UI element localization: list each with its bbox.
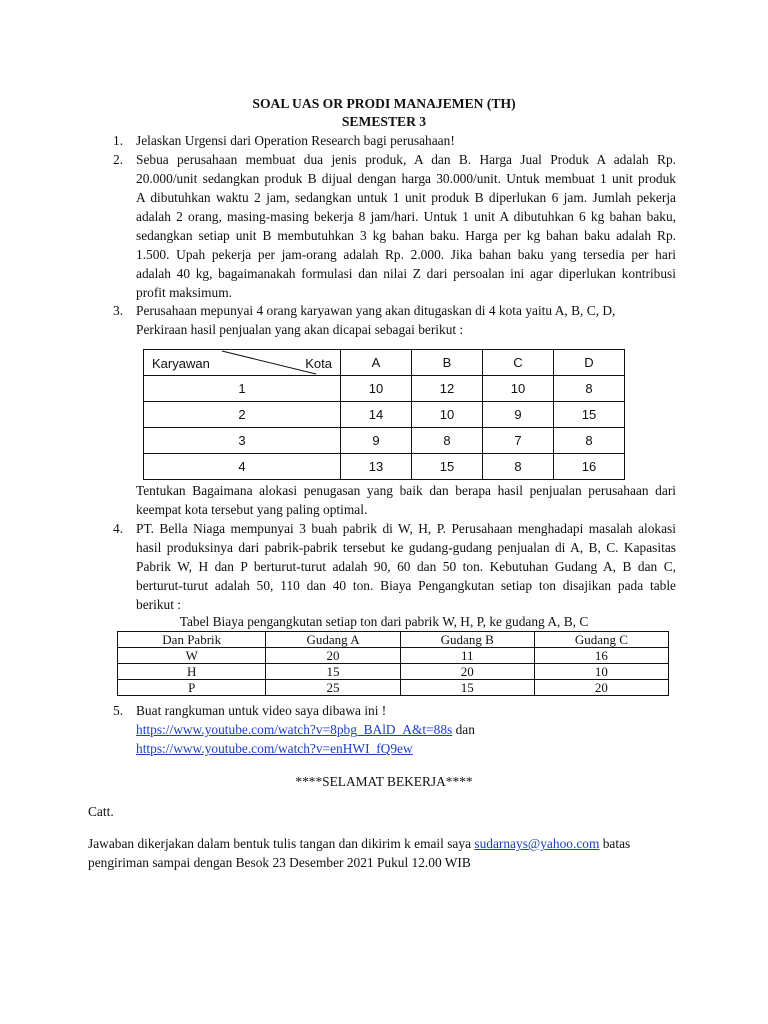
question-text-line: 20.000/unit sedangkan produk B dijual dengan harga 30.000/unit. Untuk membuat 1 unit produk bbox=[136, 171, 676, 186]
table-row bbox=[144, 402, 625, 428]
table-cell: 10 bbox=[412, 402, 483, 428]
table-header-row bbox=[118, 632, 669, 648]
table-cell: 10 bbox=[534, 664, 668, 680]
question-text-line: A dibutuhkan waktu 2 jam, sedangkan untuk 1 unit produk B diperlukan 6 jam. Jumlah pekerja bbox=[136, 190, 676, 205]
sales-estimate-table bbox=[143, 349, 625, 480]
transport-cost-table bbox=[117, 631, 669, 696]
table-cell: 15 bbox=[412, 454, 483, 480]
question-text-line: hasil produksinya dari pabrik-pabrik tersebut ke gudang-gudang penjualan di A, B, C. Kapasitas bbox=[136, 540, 676, 555]
table-cell: 15 bbox=[400, 680, 534, 696]
question-text-line: profit maksimum. bbox=[136, 285, 232, 300]
column-header-label: Kota bbox=[305, 356, 332, 371]
table-cell: 20 bbox=[534, 680, 668, 696]
table-row bbox=[144, 376, 625, 402]
column-header: B bbox=[412, 350, 483, 376]
table-cell: 9 bbox=[341, 428, 412, 454]
question-text: Jelaskan Urgensi dari Operation Research bagi perusahaan! bbox=[136, 133, 455, 148]
column-header: Gudang C bbox=[534, 632, 668, 648]
question-text-line: Sebua perusahaan membuat dua jenis produk, A dan B. Harga Jual Produk A adalah Rp. bbox=[136, 152, 676, 167]
question-text-line: sedangkan setiap unit B membutuhkan 3 kg bahan baku. Harga per kg bahan baku adalah Rp. bbox=[136, 228, 676, 243]
table-cell: 13 bbox=[341, 454, 412, 480]
question-text-line: Perkiraan hasil penjualan yang akan dicapai sebagai berikut : bbox=[136, 322, 464, 337]
table-cell: 14 bbox=[341, 402, 412, 428]
question-text-line: berturut-turut adalah 50, 110 dan 40 ton. Biaya Pengangkutan setiap ton disajikan pada table bbox=[136, 578, 676, 593]
question-text-line: Buat rangkuman untuk video saya dibawa ini ! bbox=[136, 703, 387, 718]
table-cell: 10 bbox=[483, 376, 554, 402]
table-cell: 15 bbox=[266, 664, 400, 680]
table-cell: 20 bbox=[266, 648, 400, 664]
question-number: 3. bbox=[113, 303, 124, 318]
row-label: 2 bbox=[144, 402, 341, 428]
link-separator: dan bbox=[452, 722, 475, 737]
question-text-line: Tentukan Bagaimana alokasi penugasan yang baik dan berapa hasil penjualan perusahaan dari bbox=[136, 483, 676, 498]
table-cell: 11 bbox=[400, 648, 534, 664]
question-text-line: Perusahaan mepunyai 4 orang karyawan yang akan ditugaskan di 4 kota yaitu A, B, C, D, bbox=[136, 303, 616, 318]
table-cell: 25 bbox=[266, 680, 400, 696]
question-text-line: berikut : bbox=[136, 597, 181, 612]
table-row bbox=[144, 428, 625, 454]
table-cell: 10 bbox=[341, 376, 412, 402]
youtube-link-1[interactable]: https://www.youtube.com/watch?v=8pbg_BAlD_A&t=88s bbox=[136, 722, 453, 737]
table-cell: 8 bbox=[554, 428, 625, 454]
note-text: Jawaban dikerjakan dalam bentuk tulis tangan dan dikirim k email saya bbox=[88, 836, 475, 851]
table-cell: 7 bbox=[483, 428, 554, 454]
row-label: H bbox=[118, 664, 266, 680]
table-row bbox=[118, 648, 669, 664]
row-label: 1 bbox=[144, 376, 341, 402]
column-header: D bbox=[554, 350, 625, 376]
question-number: 4. bbox=[113, 521, 124, 536]
question-text-line: keempat kota tersebut yang paling optimal. bbox=[136, 502, 368, 517]
table-row bbox=[144, 454, 625, 480]
row-label: W bbox=[118, 648, 266, 664]
table-cell: 16 bbox=[554, 454, 625, 480]
closing-message: ****SELAMAT BEKERJA**** bbox=[295, 774, 473, 789]
row-label: P bbox=[118, 680, 266, 696]
submission-deadline: pengiriman sampai dengan Besok 23 Desember 2021 Pukul 12.00 WIB bbox=[88, 855, 471, 870]
question-number: 1. bbox=[113, 133, 124, 148]
column-header: Gudang A bbox=[266, 632, 400, 648]
catt-label: Catt. bbox=[88, 804, 114, 819]
question-text-line: adalah 2 orang, masing-masing bekerja 8 jam/hari. Untuk 1 unit A dibutuhkan 6 kg bahan baku, bbox=[136, 209, 676, 224]
question-number: 2. bbox=[113, 152, 124, 167]
table-row bbox=[118, 664, 669, 680]
document-title: SOAL UAS OR PRODI MANAJEMEN (TH) bbox=[252, 96, 516, 111]
question-text-line: 1.500. Upah pekerja per jam-orang adalah Rp. 2.000. Jika bahan baku yang tersedia per hari bbox=[136, 247, 676, 262]
question-text-line: adalah 40 kg, bagaimanakah formulasi dan nilai Z dari persoalan ini agar diperlukan kontribusi bbox=[136, 266, 676, 281]
note-text: batas bbox=[599, 836, 631, 851]
row-label: 4 bbox=[144, 454, 341, 480]
table-corner-cell bbox=[144, 350, 341, 376]
column-header: A bbox=[341, 350, 412, 376]
table-cell: 20 bbox=[400, 664, 534, 680]
row-header-label: Karyawan bbox=[152, 356, 210, 371]
table-row bbox=[118, 680, 669, 696]
question-text-line: PT. Bella Niaga mempunyai 3 buah pabrik di W, H, P. Perusahaan menghadapi masalah alokasi bbox=[136, 521, 676, 536]
table-cell: 16 bbox=[534, 648, 668, 664]
question-number: 5. bbox=[113, 703, 124, 718]
column-header: C bbox=[483, 350, 554, 376]
table-cell: 9 bbox=[483, 402, 554, 428]
table-cell: 15 bbox=[554, 402, 625, 428]
row-label: 3 bbox=[144, 428, 341, 454]
youtube-link-2[interactable]: https://www.youtube.com/watch?v=enHWI_fQ9ew bbox=[136, 741, 413, 756]
table-cell: 8 bbox=[554, 376, 625, 402]
table-caption: Tabel Biaya pengangkutan setiap ton dari pabrik W, H, P, ke gudang A, B, C bbox=[179, 614, 589, 629]
table-cell: 8 bbox=[483, 454, 554, 480]
document-subtitle: SEMESTER 3 bbox=[341, 114, 427, 129]
column-header: Gudang B bbox=[400, 632, 534, 648]
table-cell: 12 bbox=[412, 376, 483, 402]
table-cell: 8 bbox=[412, 428, 483, 454]
column-header: Dan Pabrik bbox=[118, 632, 266, 648]
email-link[interactable]: sudarnays@yahoo.com bbox=[474, 836, 600, 851]
submission-note bbox=[88, 834, 630, 853]
question-text-line: Pabrik W, H dan P berturut-turut adalah 90, 60 dan 50 ton. Kebutuhan Gudang A, B dan C, bbox=[136, 559, 676, 574]
